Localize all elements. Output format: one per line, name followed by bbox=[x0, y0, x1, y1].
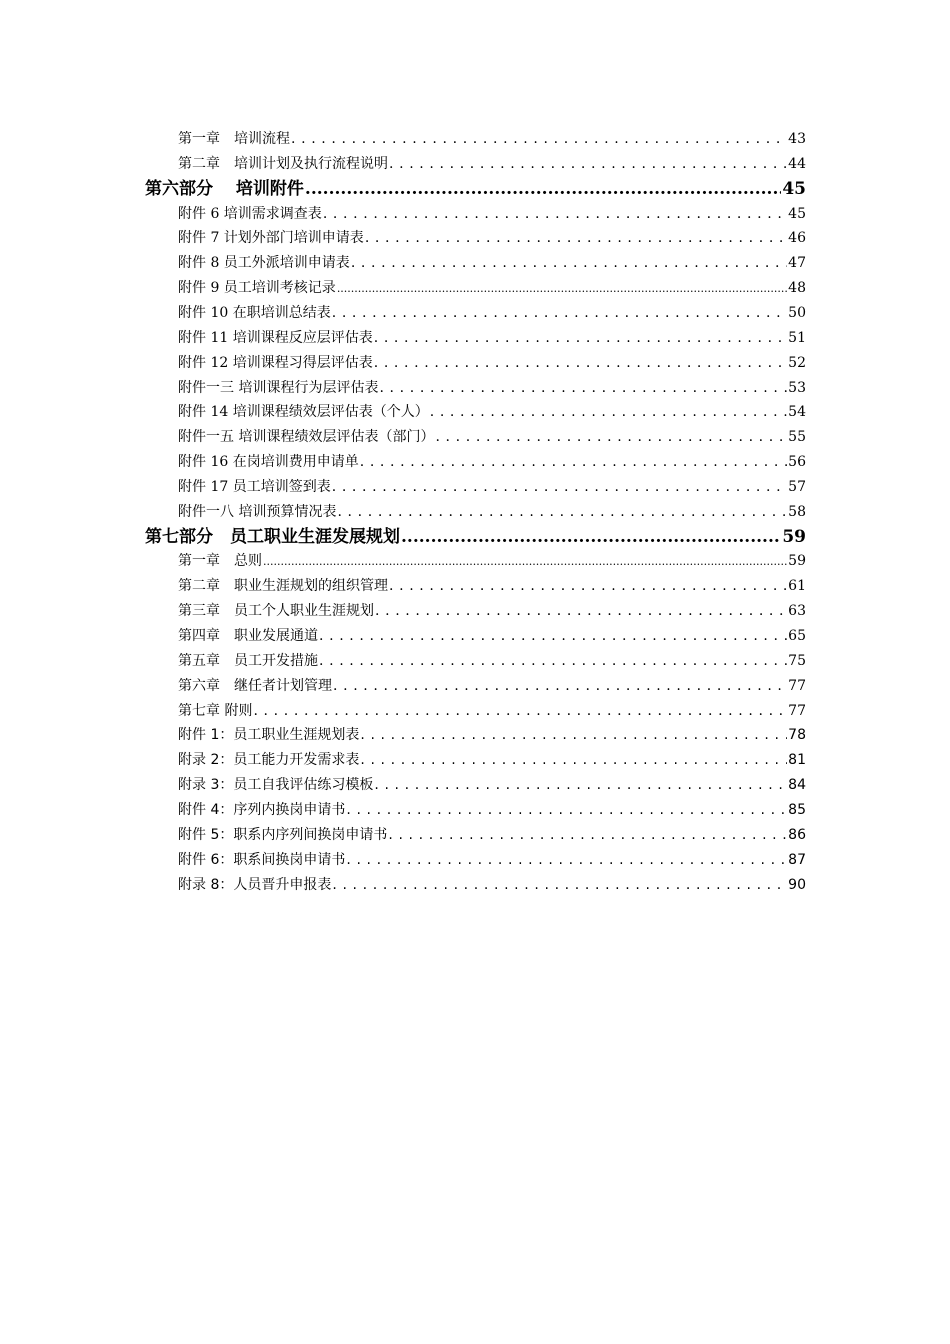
toc-leader-dots bbox=[375, 599, 787, 623]
toc-entry[interactable] bbox=[178, 500, 806, 524]
toc-entry[interactable] bbox=[178, 549, 806, 573]
toc-leader-dots bbox=[374, 351, 787, 375]
toc-entry[interactable] bbox=[178, 773, 806, 797]
toc-entry-title: 第五章 员工开发措施 bbox=[178, 652, 318, 669]
toc-entry[interactable] bbox=[178, 848, 806, 872]
toc-leader-dots bbox=[379, 376, 787, 400]
toc-page-number: 75 bbox=[788, 652, 806, 669]
toc-entry[interactable] bbox=[178, 674, 806, 698]
toc-page-number: 47 bbox=[788, 255, 806, 272]
toc-entry-title: 第一章 总则 bbox=[178, 553, 262, 570]
toc-leader-dots bbox=[319, 624, 787, 648]
toc-entry-title: 第七部分 员工职业生涯发展规划 bbox=[145, 526, 400, 547]
toc-entry-title: 附件 8 员工外派培训申请表 bbox=[178, 255, 350, 272]
toc-page-number: 86 bbox=[788, 826, 806, 843]
toc-page-number: 65 bbox=[788, 628, 806, 644]
toc-entry-title: 附件 16 在岗培训费用申请单 bbox=[178, 454, 359, 471]
toc-entry[interactable] bbox=[178, 624, 806, 648]
toc-leader-dots bbox=[319, 649, 787, 673]
toc-entry-title: 第三章 员工个人职业生涯规划 bbox=[178, 603, 374, 620]
toc-entry-title: 第四章 职业发展通道 bbox=[178, 628, 318, 644]
toc-leader-dots bbox=[291, 127, 787, 151]
toc-part-heading[interactable] bbox=[145, 177, 806, 201]
toc-entry-title: 附录 8：人员晋升申报表 bbox=[178, 876, 332, 893]
toc-entry[interactable] bbox=[178, 574, 806, 598]
toc-entry[interactable] bbox=[178, 823, 806, 847]
toc-entry-title: 附件 9 员工培训考核记录 bbox=[178, 280, 336, 297]
toc-entry[interactable] bbox=[178, 723, 806, 747]
toc-page-number: 85 bbox=[788, 801, 806, 818]
toc-entry[interactable] bbox=[178, 475, 806, 499]
toc-page-number: 48 bbox=[788, 280, 806, 297]
toc-leader-dots bbox=[332, 873, 787, 897]
toc-leader-dots bbox=[346, 848, 787, 872]
toc-page-number: 57 bbox=[788, 478, 806, 495]
toc-leader-dots bbox=[337, 276, 787, 301]
toc-page-number: 87 bbox=[788, 851, 806, 868]
toc-leader-dots bbox=[263, 549, 787, 574]
toc-page-number: 53 bbox=[788, 379, 806, 396]
toc-entry-title: 附件 6 培训需求调查表 bbox=[178, 205, 322, 222]
toc-page-number: 55 bbox=[788, 429, 806, 446]
toc-page-number: 44 bbox=[788, 155, 806, 172]
toc-entry-title: 附件 6：职系间换岗申请书 bbox=[178, 851, 346, 868]
toc-entry[interactable] bbox=[178, 276, 806, 300]
toc-leader-dots bbox=[435, 425, 787, 449]
toc-entry-title: 附件 14 培训课程绩效层评估表（个人） bbox=[178, 404, 429, 421]
toc-page-number: 51 bbox=[788, 329, 806, 346]
toc-entry[interactable] bbox=[178, 400, 806, 424]
toc-leader-dots bbox=[389, 574, 787, 598]
toc-page-number: 81 bbox=[788, 752, 806, 769]
toc-entry-title: 附件 4：序列内换岗申请书 bbox=[178, 801, 346, 818]
toc-entry[interactable] bbox=[178, 152, 806, 176]
toc-page-number: 63 bbox=[788, 603, 806, 620]
toc-leader-dots bbox=[401, 525, 781, 549]
toc-entry-title: 附件 12 培训课程习得层评估表 bbox=[178, 354, 373, 371]
toc-entry-title: 附件 5：职系内序列间换岗申请书 bbox=[178, 826, 388, 843]
toc-leader-dots bbox=[332, 475, 787, 499]
toc-entry[interactable] bbox=[178, 873, 806, 897]
toc-page-number: 78 bbox=[788, 727, 806, 744]
toc-page-number: 77 bbox=[788, 677, 806, 694]
toc-page-number: 58 bbox=[788, 503, 806, 520]
toc-entry[interactable] bbox=[178, 202, 806, 226]
toc-leader-dots bbox=[360, 450, 787, 474]
toc-entry-title: 第一章 培训流程 bbox=[178, 131, 290, 147]
toc-leader-dots bbox=[323, 202, 787, 226]
toc-entry[interactable] bbox=[178, 351, 806, 375]
toc-entry-title: 附件 11 培训课程反应层评估表 bbox=[178, 329, 373, 346]
toc-entry-title: 第二章 培训计划及执行流程说明 bbox=[178, 155, 388, 172]
toc-page-number: 43 bbox=[788, 131, 806, 147]
toc-entry-title: 附件 10 在职培训总结表 bbox=[178, 304, 331, 321]
toc-entry[interactable] bbox=[178, 425, 806, 449]
toc-entry[interactable] bbox=[178, 748, 806, 772]
toc-entry-title: 附录 3：员工自我评估练习模板 bbox=[178, 777, 374, 794]
toc-page-number: 45 bbox=[782, 178, 806, 199]
toc-leader-dots bbox=[360, 723, 787, 747]
toc-entry[interactable] bbox=[178, 599, 806, 623]
toc-entry-title: 附件 17 员工培训签到表 bbox=[178, 478, 331, 495]
toc-entry[interactable] bbox=[178, 798, 806, 822]
toc-page-number: 84 bbox=[788, 777, 806, 794]
toc-entry-title: 第六章 继任者计划管理 bbox=[178, 677, 332, 694]
toc-entry[interactable] bbox=[178, 226, 806, 250]
toc-page-number: 77 bbox=[788, 702, 806, 719]
toc-entry-title: 附件一八 培训预算情况表 bbox=[178, 503, 337, 520]
toc-entry-title: 附件 7 计划外部门培训申请表 bbox=[178, 230, 364, 247]
toc-entry[interactable] bbox=[178, 251, 806, 275]
toc-page-number: 54 bbox=[788, 404, 806, 421]
toc-leader-dots bbox=[346, 798, 787, 822]
toc-entry-title: 第二章 职业生涯规划的组织管理 bbox=[178, 578, 388, 595]
toc-page-number: 46 bbox=[788, 230, 806, 247]
toc-leader-dots bbox=[374, 773, 787, 797]
toc-entry[interactable] bbox=[178, 127, 806, 151]
toc-page-number: 59 bbox=[782, 526, 806, 547]
toc-page-number: 90 bbox=[788, 876, 806, 893]
toc-leader-dots bbox=[332, 301, 787, 325]
toc-page-number: 52 bbox=[788, 354, 806, 371]
toc-entry-title: 第七章 附则 bbox=[178, 702, 253, 719]
toc-page-number: 45 bbox=[788, 205, 806, 222]
toc-leader-dots bbox=[388, 823, 787, 847]
toc-entry-title: 第六部分 培训附件 bbox=[145, 178, 304, 199]
toc-entry[interactable] bbox=[178, 649, 806, 673]
toc-page-number: 56 bbox=[788, 454, 806, 471]
toc-entry[interactable] bbox=[178, 450, 806, 474]
toc-entry-title: 附录 2：员工能力开发需求表 bbox=[178, 752, 360, 769]
toc-leader-dots bbox=[253, 699, 787, 723]
toc-leader-dots bbox=[430, 400, 787, 424]
toc-entry[interactable] bbox=[178, 326, 806, 350]
toc-leader-dots bbox=[351, 251, 787, 275]
toc-page-number: 59 bbox=[788, 553, 806, 570]
toc-entry[interactable] bbox=[178, 699, 806, 723]
toc-leader-dots bbox=[365, 226, 787, 250]
toc-leader-dots bbox=[374, 326, 787, 350]
toc-page-number: 50 bbox=[788, 304, 806, 321]
toc-leader-dots bbox=[389, 152, 787, 176]
toc-page-number: 61 bbox=[788, 578, 806, 595]
toc-part-heading[interactable] bbox=[145, 525, 806, 549]
toc-entry-title: 附件 1：员工职业生涯规划表 bbox=[178, 727, 360, 744]
toc-entry[interactable] bbox=[178, 301, 806, 325]
toc-entry-title: 附件一三 培训课程行为层评估表 bbox=[178, 379, 379, 396]
toc-leader-dots bbox=[337, 500, 787, 524]
toc-entry[interactable] bbox=[178, 376, 806, 400]
toc-leader-dots bbox=[305, 177, 781, 201]
toc-leader-dots bbox=[360, 748, 787, 772]
toc-entry-title: 附件一五 培训课程绩效层评估表（部门） bbox=[178, 429, 435, 446]
toc-leader-dots bbox=[333, 674, 787, 698]
